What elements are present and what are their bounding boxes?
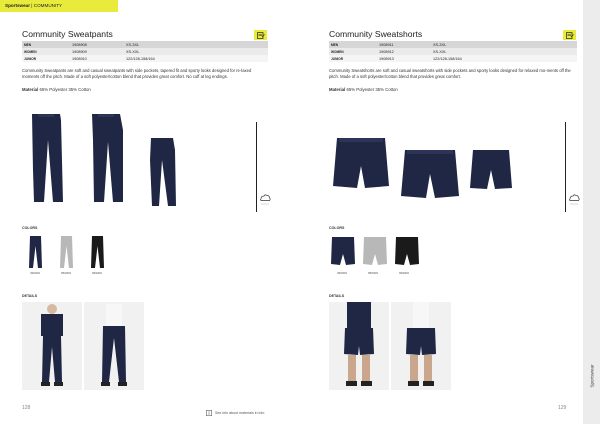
swatch-black[interactable] (91, 236, 104, 268)
color-code: 950000 (367, 271, 378, 275)
section-tag-bold: Sportswear (5, 3, 31, 8)
spec-label: WOMEN (331, 49, 344, 54)
sidebar-section-label (583, 356, 600, 396)
section-tag (0, 0, 118, 12)
color-code: 999000 (398, 271, 409, 275)
spec-label: JUNIOR (24, 56, 37, 61)
sidebar-label-text: Sportswear (589, 364, 595, 388)
info-icon (206, 410, 212, 416)
material-right (329, 87, 398, 92)
color-swatches-left (22, 234, 122, 270)
spec-row (22, 41, 268, 48)
spec-article: 1908909 (72, 49, 87, 54)
sweatpants-side-image (92, 114, 123, 202)
catalog-badge-right[interactable] (563, 30, 576, 40)
catalog-badge-left[interactable] (254, 30, 267, 40)
sweatshorts-junior-image (470, 150, 512, 189)
product-images-left (22, 110, 192, 210)
color-swatches-right (329, 234, 429, 270)
spec-sizes: XS-XXL (433, 49, 447, 54)
material-value: 65% Polyester 35% Cotton (38, 87, 91, 92)
spec-label: WOMEN (24, 49, 37, 54)
spec-article: 1908911 (379, 42, 394, 47)
spec-row (22, 48, 268, 55)
spec-article: 1908913 (379, 56, 394, 61)
section-tag-rest: | COMMUNITY (30, 3, 63, 8)
notebook-icon (257, 32, 265, 39)
spec-row (329, 55, 577, 62)
color-code: 390000 (29, 271, 40, 275)
spec-article: 1908912 (379, 49, 394, 54)
spec-label: MEN (24, 42, 32, 47)
page-number-right: 129 (558, 405, 567, 411)
spec-sizes: XS-3XL (126, 42, 140, 47)
spec-label: MEN (331, 42, 339, 47)
product-description-right: Community Sweatshorts are soft and casual sweatshorts with side pockets and sporty looks designed for relaxed mo-ments off the pitch. Made of a soft polyester/cotton blend that provides great comfort. (329, 68, 571, 79)
spec-label: JUNIOR (331, 56, 344, 61)
colors-label-right: COLORS (329, 226, 345, 230)
color-code: 999000 (91, 271, 102, 275)
cloud-icon (258, 192, 272, 208)
spec-sizes: 122/128-158/164 (433, 56, 462, 61)
details-label-right: DETAILS (329, 294, 345, 298)
material-label: Material (22, 87, 39, 92)
material-left (22, 87, 91, 92)
material-value: 65% Polyester 35% Cotton (345, 87, 398, 92)
page-number-left: 128 (22, 405, 31, 411)
swatch-grey[interactable] (363, 237, 387, 265)
divider-line-left (256, 122, 257, 212)
footer-note (206, 410, 264, 416)
swatch-navy[interactable] (331, 237, 355, 265)
spec-table-right (329, 41, 577, 62)
sweatpants-front-image (32, 114, 63, 202)
details-label-left: DETAILS (22, 294, 38, 298)
spec-row (329, 48, 577, 55)
product-title-left: Community Sweatpants (22, 29, 113, 39)
spec-row (329, 41, 577, 48)
notebook-icon (566, 32, 574, 39)
product-description-left: Community Sweatpants are soft and casual sweatpants with side pockets, tapered fit and sporty looks designed for re-laxed moments off the pitch. Made of a soft polyester/cotton blend that provides great comfort. No cuff at leg endings. (22, 68, 252, 79)
colors-label-left: COLORS (22, 226, 38, 230)
swatch-navy[interactable] (29, 236, 42, 268)
detail-photo-front-right (329, 302, 389, 390)
detail-photo-front-left (22, 302, 82, 390)
spec-table-left (22, 41, 268, 62)
swatch-grey[interactable] (60, 236, 73, 268)
detail-photo-back-left (84, 302, 144, 390)
spec-row (22, 55, 268, 62)
swatch-black[interactable] (395, 237, 419, 265)
spec-sizes: XS-XXL (126, 49, 140, 54)
spec-sizes: XS-3XL (433, 42, 447, 47)
detail-photo-back-right (391, 302, 451, 390)
material-label: Material (329, 87, 346, 92)
spec-article: 1908908 (72, 42, 87, 47)
spec-article: 1908910 (72, 56, 87, 61)
color-code: 390000 (336, 271, 347, 275)
divider-line-right (565, 122, 566, 212)
footer-text: See info about materials in info (215, 411, 265, 415)
cloud-icon (567, 192, 581, 208)
product-title-right: Community Sweatshorts (329, 29, 423, 39)
sweatshorts-side-image (401, 150, 459, 198)
spec-sizes: 122/128-158/164 (126, 56, 155, 61)
sweatshorts-front-image (333, 138, 389, 188)
product-images-right (329, 130, 529, 210)
sweatpants-junior-image (150, 138, 176, 206)
color-code: 950000 (60, 271, 71, 275)
